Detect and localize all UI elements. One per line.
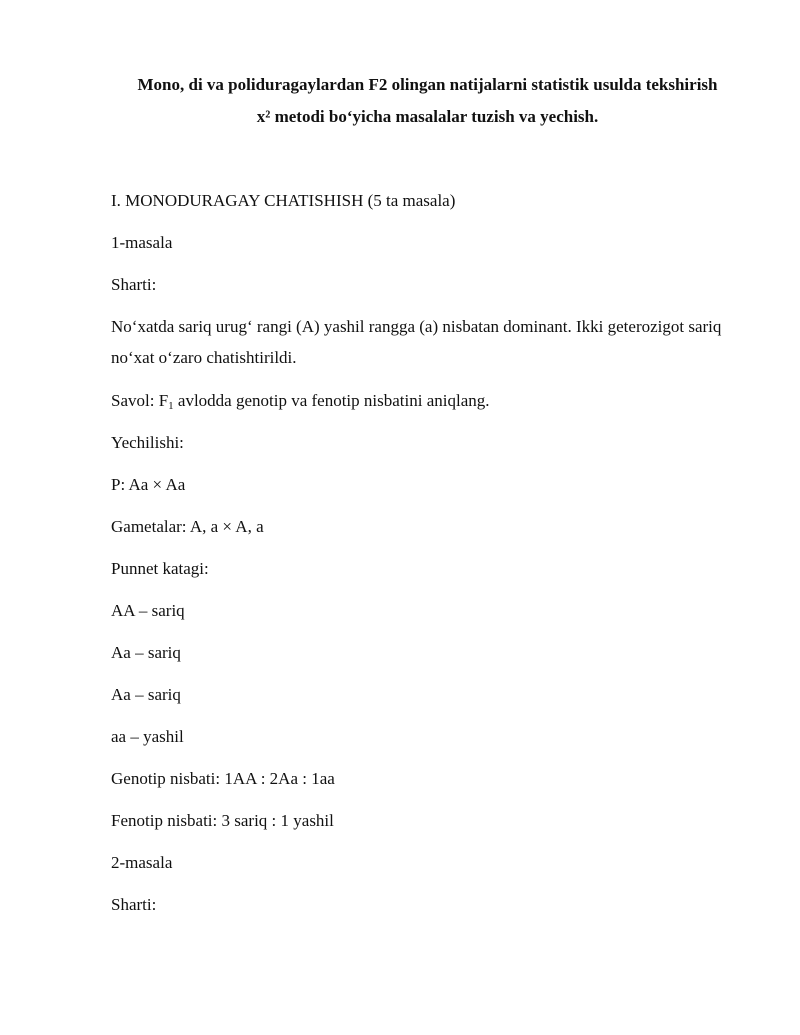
question-prefix: Savol: F bbox=[111, 391, 169, 410]
problem-1-punnett-label: Punnet katagi: bbox=[111, 559, 209, 578]
section-heading: I. MONODURAGAY CHATISHISH (5 ta masala) bbox=[111, 191, 456, 210]
problem-1-genotype-ratio: Genotip nisbati: 1AA : 2Aa : 1aa bbox=[111, 769, 335, 788]
problem-1-condition-text: No‘xatda sariq urug‘ rangi (A) yashil rangga (a) nisbatan dominant. Ikki geterozigot sariq no‘xat o‘zaro chatishtirildi. bbox=[111, 317, 722, 367]
question-suffix: avlodda genotip va fenotip nisbatini aniqlang. bbox=[173, 391, 490, 410]
problem-1-parents: P: Aa × Aa bbox=[111, 475, 186, 494]
question-subscript: 1 bbox=[168, 400, 174, 412]
document-title-line-2: x² metodi bo‘yicha masalalar tuzish va yechish. bbox=[256, 107, 599, 126]
problem-2-condition-label: Sharti: bbox=[111, 895, 157, 914]
punnett-row: AA – sariq bbox=[111, 601, 185, 620]
problem-1-gametes: Gametalar: A, a × A, a bbox=[111, 517, 264, 536]
problem-1-solution-label: Yechilishi: bbox=[111, 433, 184, 452]
punnett-row: Aa – sariq bbox=[111, 643, 181, 662]
document-title-line-1: Mono, di va poliduragaylardan F2 olingan natijalarni statistik usulda tekshirish bbox=[137, 75, 718, 94]
punnett-row: Aa – sariq bbox=[111, 685, 181, 704]
problem-1-phenotype-ratio: Fenotip nisbati: 3 sariq : 1 yashil bbox=[111, 811, 334, 830]
punnett-row: aa – yashil bbox=[111, 727, 184, 746]
problem-1-label: 1-masala bbox=[111, 233, 173, 252]
problem-1-question bbox=[111, 391, 490, 411]
problem-1-condition-label: Sharti: bbox=[111, 275, 157, 294]
problem-2-label: 2-masala bbox=[111, 853, 173, 872]
